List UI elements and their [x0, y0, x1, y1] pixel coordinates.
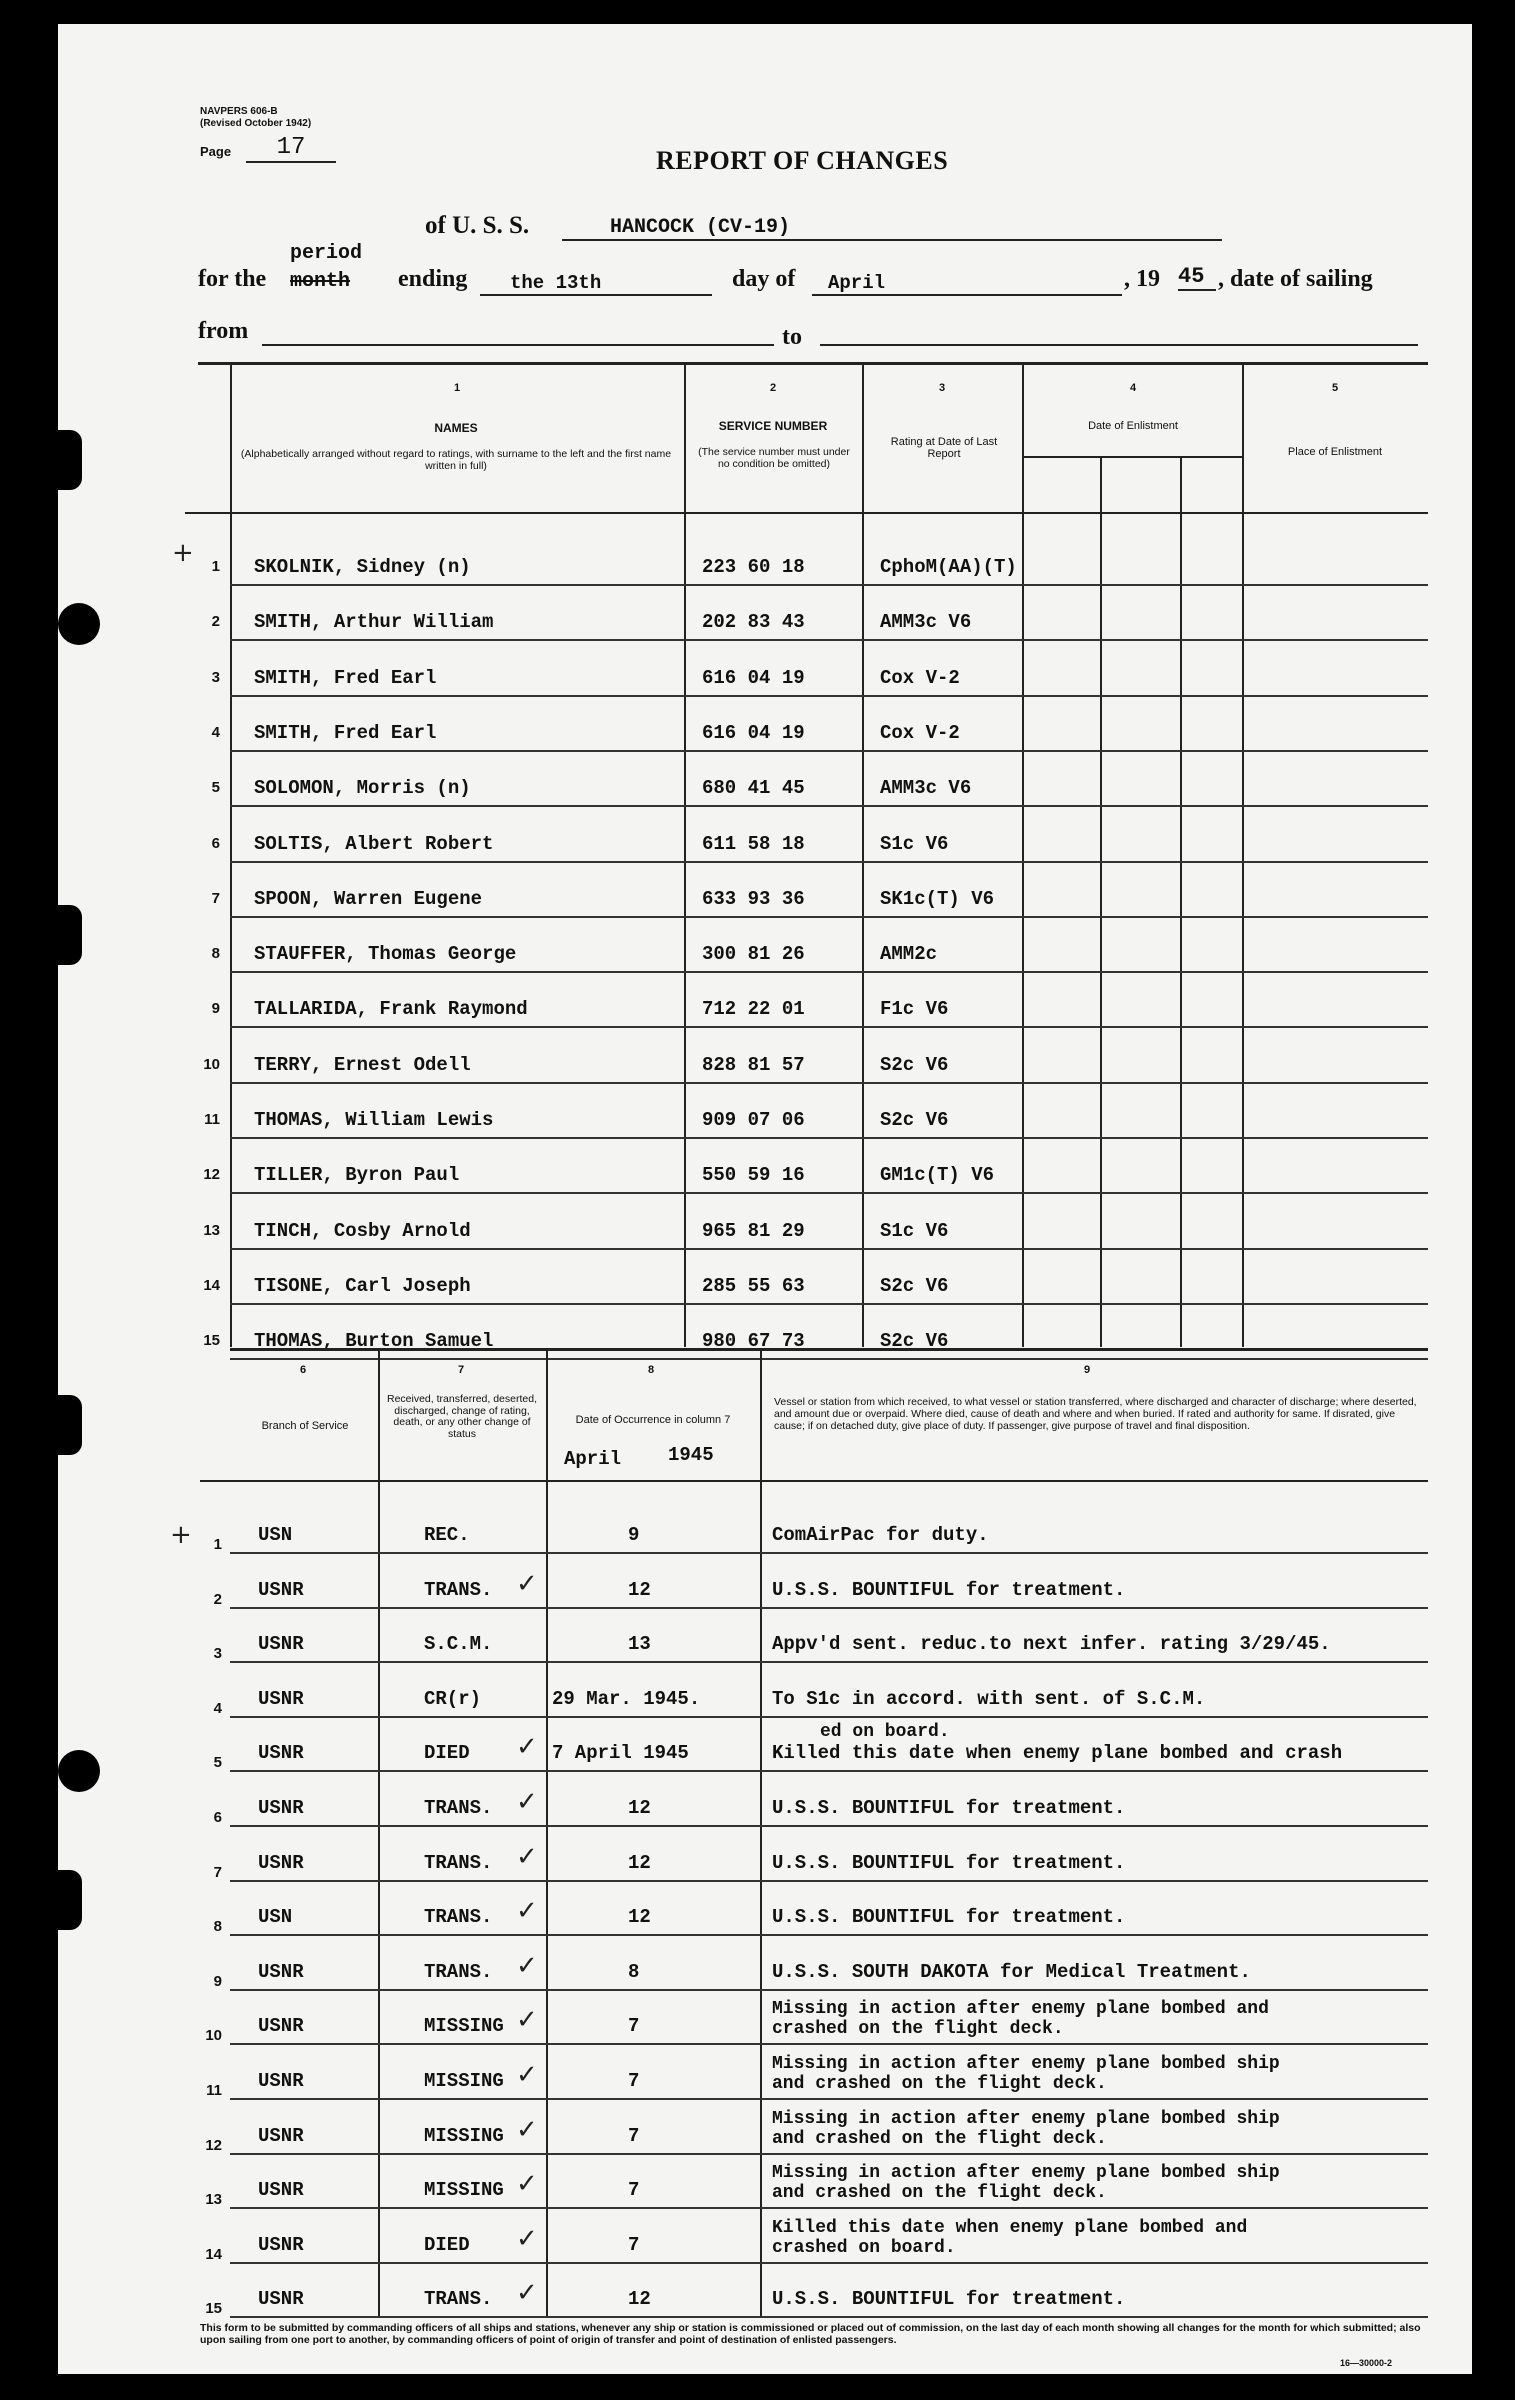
tick-mark: +	[172, 538, 194, 568]
date-of-sailing-label: , date of sailing	[1218, 266, 1373, 292]
row-number: 6	[213, 1809, 222, 1826]
row-divider	[230, 584, 1428, 586]
row-number: 4	[213, 1700, 222, 1717]
row-divider	[230, 1934, 1428, 1936]
row-divider	[230, 971, 1428, 973]
footer-note: This form to be submitted by commanding officers of all ships and stations, whenever any ship or station is commissioned or placed out of commission, on the last day of each month showing all changes for the month for which submitted; also upon sailing from one port to another, by commanding officers of point of origin of transfer and point of destination of enlisted passengers.	[200, 2322, 1421, 2346]
row-divider	[230, 1661, 1428, 1663]
remarks-value: U.S.S. SOUTH DAKOTA for Medical Treatment.	[772, 1961, 1251, 1983]
row-divider	[230, 1716, 1428, 1718]
rating-header: Rating at Date of Last Report	[890, 436, 998, 460]
row-divider	[230, 1026, 1428, 1028]
status-value: TRANS.	[424, 1579, 493, 1601]
check-mark-icon: ✓	[516, 2005, 538, 2035]
rating-value: S2c V6	[880, 1109, 949, 1131]
member-name: TINCH, Cosby Arnold	[254, 1220, 471, 1242]
punch-hole	[58, 1750, 100, 1792]
check-mark-icon: ✓	[516, 1842, 538, 1872]
occurrence-date: 12	[628, 1579, 651, 1601]
row-number: 12	[203, 1166, 220, 1183]
row-number: 7	[211, 890, 220, 907]
check-mark-icon: ✓	[516, 2224, 538, 2254]
row-divider	[230, 2207, 1428, 2209]
member-name: SMITH, Fred Earl	[254, 722, 437, 744]
row-divider	[230, 639, 1428, 641]
row-number: 15	[205, 2300, 222, 2317]
rating-value: Cox V-2	[880, 722, 960, 744]
row-number: 10	[203, 1056, 220, 1073]
form-code: 16—30000-2	[1340, 2358, 1393, 2368]
row-number: 14	[203, 1277, 220, 1294]
remarks-value: U.S.S. BOUNTIFUL for treatment.	[772, 1852, 1126, 1874]
row-divider	[230, 1770, 1428, 1772]
status-value: MISSING	[424, 2070, 504, 2092]
member-name: STAUFFER, Thomas George	[254, 943, 517, 965]
remarks-value-line2: and crashed on the flight deck.	[772, 2129, 1107, 2149]
branch-value: USN	[258, 1906, 293, 1928]
occurrence-date: 7	[628, 2234, 640, 2256]
row-number: 11	[206, 2082, 222, 2099]
member-name: SOLOMON, Morris (n)	[254, 777, 471, 799]
remarks-value: Missing in action after enemy plane bombed ship	[772, 2109, 1280, 2129]
status-value: TRANS.	[424, 1961, 493, 1983]
row-number: 14	[205, 2246, 222, 2263]
binder-notch	[40, 905, 82, 965]
member-name: THOMAS, William Lewis	[254, 1109, 494, 1131]
branch-value: USNR	[258, 1797, 304, 1819]
row-number: 8	[211, 945, 220, 962]
occurrence-date: 7	[628, 2125, 640, 2147]
member-name: TISONE, Carl Joseph	[254, 1275, 471, 1297]
occurrence-date: 12	[628, 2288, 651, 2310]
service-number: 611 58 18	[702, 833, 805, 855]
service-number: 285 55 63	[702, 1275, 805, 1297]
branch-value: USNR	[258, 1852, 304, 1874]
rating-value: CphoM(AA)(T)	[880, 556, 1017, 578]
status-value: S.C.M.	[424, 1633, 493, 1655]
member-name: TILLER, Byron Paul	[254, 1164, 460, 1186]
member-name: SMITH, Arthur William	[254, 611, 494, 633]
row-divider	[230, 1248, 1428, 1250]
ending-value: the 13th	[480, 272, 712, 296]
ending-label: ending	[398, 266, 468, 292]
row-divider	[230, 1607, 1428, 1609]
row-divider	[230, 695, 1428, 697]
service-number: 980 67 73	[702, 1330, 805, 1352]
binder-notch	[40, 430, 82, 490]
col-number: 6	[299, 1364, 307, 1376]
occurrence-date: 7 April 1945	[552, 1742, 689, 1764]
row-number: 9	[211, 1000, 220, 1017]
row-number: 4	[211, 724, 220, 741]
row-number: 5	[213, 1754, 222, 1771]
status-value: DIED	[424, 1742, 470, 1764]
col-number: 2	[769, 382, 777, 394]
service-number: 616 04 19	[702, 667, 805, 689]
check-mark-icon: ✓	[516, 2115, 538, 2145]
status-value: MISSING	[424, 2179, 504, 2201]
check-mark-icon: ✓	[516, 1896, 538, 1926]
row-divider	[230, 2043, 1428, 2045]
names-header: NAMES	[434, 421, 478, 435]
service-number: 712 22 01	[702, 998, 805, 1020]
occurrence-date: 7	[628, 2070, 640, 2092]
page-title: REPORT OF CHANGES	[656, 146, 949, 175]
member-name: SPOON, Warren Eugene	[254, 888, 483, 910]
row-number: 15	[203, 1332, 220, 1349]
date-month: April	[564, 1448, 622, 1470]
day-of-label: day of	[732, 266, 796, 292]
branch-value: USNR	[258, 2234, 304, 2256]
tick-mark: +	[170, 1520, 192, 1550]
remarks-value: Appv'd sent. reduc.to next infer. rating 3/29/45.	[772, 1633, 1331, 1655]
status-value: REC.	[424, 1524, 470, 1546]
service-number: 300 81 26	[702, 943, 805, 965]
struck-word: month	[290, 270, 351, 293]
col-number: 8	[647, 1364, 655, 1376]
member-name: SKOLNIK, Sidney (n)	[254, 556, 471, 578]
service-number: 616 04 19	[702, 722, 805, 744]
rating-value: Cox V-2	[880, 667, 960, 689]
row-divider	[230, 750, 1428, 752]
row-number: 9	[213, 1973, 222, 1990]
status-value: CR(r)	[424, 1688, 482, 1710]
remarks-value: U.S.S. BOUNTIFUL for treatment.	[772, 1579, 1126, 1601]
status-value: TRANS.	[424, 2288, 493, 2310]
occurrence-date: 12	[628, 1906, 651, 1928]
occurrence-date: 12	[628, 1852, 651, 1874]
remarks-continuation: ed on board.	[820, 1722, 950, 1742]
branch-value: USNR	[258, 1742, 304, 1764]
member-name: TALLARIDA, Frank Raymond	[254, 998, 528, 1020]
rating-value: S2c V6	[880, 1330, 949, 1352]
form-revised: (Revised October 1942)	[200, 118, 312, 129]
row-number: 13	[205, 2191, 222, 2208]
row-number: 1	[211, 558, 220, 575]
page-number: 17	[246, 134, 336, 163]
service-number: 828 81 57	[702, 1054, 805, 1076]
row-number: 12	[205, 2137, 222, 2154]
check-mark-icon: ✓	[516, 1732, 538, 1762]
enlist-place-header: Place of Enlistment	[1287, 446, 1383, 458]
row-number: 3	[211, 669, 220, 686]
ship-name: HANCOCK (CV-19)	[562, 216, 1222, 241]
remarks-value: Missing in action after enemy plane bombed and	[772, 1999, 1269, 2019]
branch-value: USNR	[258, 2015, 304, 2037]
branch-value: USNR	[258, 2125, 304, 2147]
member-name: SOLTIS, Albert Robert	[254, 833, 494, 855]
branch-value: USNR	[258, 1961, 304, 1983]
branch-value: USNR	[258, 2179, 304, 2201]
rating-value: AMM3c V6	[880, 777, 972, 799]
row-number: 10	[205, 2027, 222, 2044]
remarks-value: ComAirPac for duty.	[772, 1524, 989, 1546]
col-number: 5	[1331, 382, 1339, 394]
row-divider	[230, 1303, 1428, 1305]
remarks-value-line2: and crashed on the flight deck.	[772, 2183, 1107, 2203]
check-mark-icon: ✓	[516, 1787, 538, 1817]
row-divider	[230, 1552, 1428, 1554]
remarks-value-line2: crashed on board.	[772, 2238, 956, 2258]
occurrence-date: 8	[628, 1961, 640, 1983]
remarks-value-line2: and crashed on the flight deck.	[772, 2074, 1107, 2094]
form-id: NAVPERS 606-B	[200, 106, 278, 117]
col-number: 9	[1083, 1364, 1091, 1376]
row-divider	[230, 1082, 1428, 1084]
occurrence-date: 7	[628, 2179, 640, 2201]
row-divider	[230, 1989, 1428, 1991]
page-label: Page	[200, 144, 232, 159]
service-number-header: SERVICE NUMBER	[718, 419, 828, 433]
service-number-subheader: (The service number must under no condition be omitted)	[698, 446, 850, 470]
check-mark-icon: ✓	[516, 1569, 538, 1599]
to-label: to	[782, 324, 802, 350]
rating-value: S2c V6	[880, 1054, 949, 1076]
row-number: 13	[203, 1222, 220, 1239]
col-number: 7	[457, 1364, 465, 1376]
branch-value: USNR	[258, 1688, 304, 1710]
occurrence-date: 12	[628, 1797, 651, 1819]
date-year: 1945	[668, 1444, 714, 1466]
row-divider	[230, 1192, 1428, 1194]
status-value: TRANS.	[424, 1797, 493, 1819]
year-value: 45	[1178, 264, 1216, 291]
branch-value: USNR	[258, 2288, 304, 2310]
rating-value: S1c V6	[880, 1220, 949, 1242]
year-prefix: , 19	[1124, 266, 1160, 292]
service-number: 550 59 16	[702, 1164, 805, 1186]
branch-value: USNR	[258, 1633, 304, 1655]
row-divider	[230, 2316, 1428, 2318]
row-divider	[230, 861, 1428, 863]
service-number: 965 81 29	[702, 1220, 805, 1242]
names-subheader: (Alphabetically arranged without regard to ratings, with surname to the left and the first name written in full)	[240, 448, 672, 472]
service-number: 633 93 36	[702, 888, 805, 910]
remarks-value: Killed this date when enemy plane bombed and crash	[772, 1742, 1343, 1764]
rating-value: AMM3c V6	[880, 611, 972, 633]
branch-value: USNR	[258, 1579, 304, 1601]
occurrence-date: 9	[628, 1524, 640, 1546]
for-the-label: for the	[198, 266, 267, 292]
row-number: 6	[211, 835, 220, 852]
col-number: 4	[1129, 382, 1137, 394]
status-value: DIED	[424, 2234, 470, 2256]
punch-hole	[58, 603, 100, 645]
check-mark-icon: ✓	[516, 1951, 538, 1981]
occurrence-date: 29 Mar. 1945.	[552, 1688, 701, 1710]
from-label: from	[198, 318, 249, 344]
remarks-value: U.S.S. BOUNTIFUL for treatment.	[772, 1797, 1126, 1819]
row-number: 2	[213, 1591, 222, 1608]
row-divider	[230, 1825, 1428, 1827]
row-number: 11	[204, 1111, 220, 1128]
remarks-value: U.S.S. BOUNTIFUL for treatment.	[772, 1906, 1126, 1928]
check-mark-icon: ✓	[516, 2278, 538, 2308]
rating-value: SK1c(T) V6	[880, 888, 995, 910]
service-number: 909 07 06	[702, 1109, 805, 1131]
remarks-value-line2: crashed on the flight deck.	[772, 2019, 1064, 2039]
enlist-date-header: Date of Enlistment	[1088, 420, 1178, 432]
period-word: period	[290, 242, 363, 265]
vessel-header: Vessel or station from which received, to what vessel or station transferred, where discharged and character of discharge; where deserted, and amount due or overpaid. Where died, cause of death and where and when buried. If rated and authority for same. If disrated, give cause; if on detached duty, give place of duty. If passenger, give purpose of travel and final disposition.	[774, 1396, 1417, 1432]
row-number: 7	[213, 1864, 222, 1881]
binder-notch	[40, 1870, 82, 1930]
status-value: TRANS.	[424, 1906, 493, 1928]
date-header: Date of Occurrence in column 7	[575, 1414, 731, 1426]
check-mark-icon: ✓	[516, 2169, 538, 2199]
rating-value: S1c V6	[880, 833, 949, 855]
branch-value: USNR	[258, 2070, 304, 2092]
service-number: 680 41 45	[702, 777, 805, 799]
row-divider	[230, 2098, 1428, 2100]
status-value: MISSING	[424, 2015, 504, 2037]
binder-notch	[40, 1395, 82, 1455]
row-divider	[230, 916, 1428, 918]
branch-value: USN	[258, 1524, 293, 1546]
col-number: 1	[453, 382, 461, 394]
service-number: 223 60 18	[702, 556, 805, 578]
month-value: April	[812, 272, 1122, 296]
row-number: 3	[213, 1645, 222, 1662]
occurrence-date: 7	[628, 2015, 640, 2037]
remarks-value: Killed this date when enemy plane bombed and	[772, 2218, 1248, 2238]
row-divider	[230, 805, 1428, 807]
remarks-value: Missing in action after enemy plane bombed ship	[772, 2054, 1280, 2074]
remarks-value: To S1c in accord. with sent. of S.C.M.	[772, 1688, 1206, 1710]
rating-value: F1c V6	[880, 998, 949, 1020]
status-header: Received, transferred, deserted, discharged, change of rating, death, or any other change of status	[387, 1393, 537, 1440]
remarks-value: U.S.S. BOUNTIFUL for treatment.	[772, 2288, 1126, 2310]
row-divider	[230, 1358, 1428, 1360]
row-number: 2	[211, 613, 220, 630]
branch-header: Branch of Service	[261, 1420, 349, 1432]
col-number: 3	[938, 382, 946, 394]
row-number: 1	[213, 1536, 222, 1553]
rating-value: S2c V6	[880, 1275, 949, 1297]
row-divider	[230, 1880, 1428, 1882]
remarks-value: Missing in action after enemy plane bombed ship	[772, 2163, 1280, 2183]
status-value: TRANS.	[424, 1852, 493, 1874]
row-divider	[230, 1137, 1428, 1139]
row-number: 5	[211, 779, 220, 796]
row-number: 8	[213, 1918, 222, 1935]
occurrence-date: 13	[628, 1633, 651, 1655]
service-number: 202 83 43	[702, 611, 805, 633]
check-mark-icon: ✓	[516, 2060, 538, 2090]
row-divider	[230, 2153, 1428, 2155]
member-name: THOMAS, Burton Samuel	[254, 1330, 494, 1352]
status-value: MISSING	[424, 2125, 504, 2147]
rating-value: GM1c(T) V6	[880, 1164, 995, 1186]
row-divider	[230, 2262, 1428, 2264]
rating-value: AMM2c	[880, 943, 938, 965]
member-name: TERRY, Ernest Odell	[254, 1054, 471, 1076]
of-uss-label: of U. S. S.	[425, 212, 530, 239]
member-name: SMITH, Fred Earl	[254, 667, 437, 689]
